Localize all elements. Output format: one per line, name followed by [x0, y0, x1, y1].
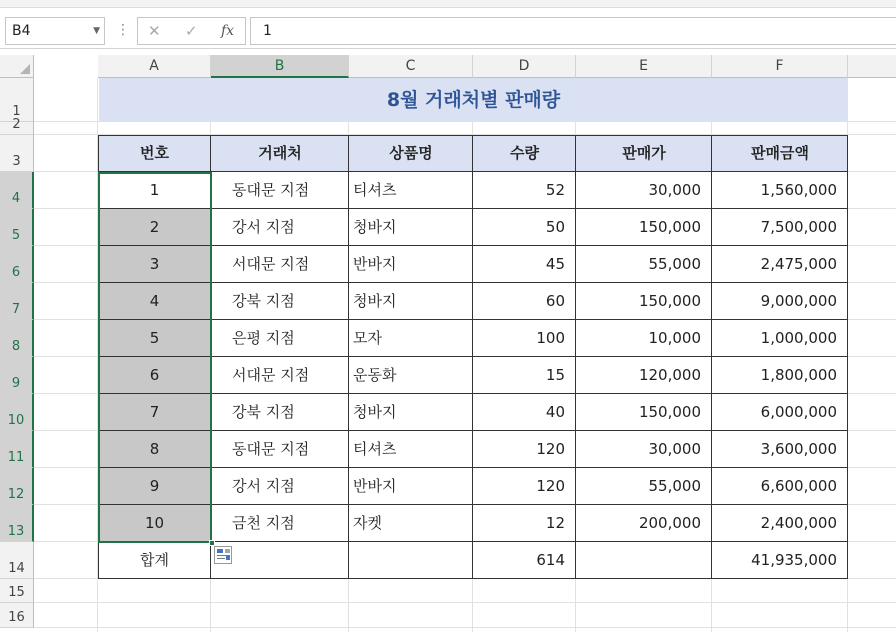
row-number: 10 — [7, 413, 25, 428]
row-number: 15 — [8, 585, 25, 600]
column-header-b[interactable]: B — [211, 55, 349, 78]
enter-icon[interactable]: ✓ — [185, 22, 198, 40]
table-border-vertical — [348, 135, 349, 579]
table-cell[interactable]: 1,560,000 — [760, 181, 837, 199]
row-number: 14 — [8, 561, 25, 576]
row-number: 2 — [12, 117, 21, 132]
row-number: 4 — [11, 191, 21, 206]
table-cell[interactable]: 강서 지점 — [232, 218, 295, 236]
row-header-1[interactable] — [0, 78, 34, 122]
column-header-e[interactable]: E — [576, 55, 712, 78]
table-cell[interactable]: 120 — [536, 477, 565, 495]
row-number: 7 — [11, 302, 21, 317]
table-cell[interactable]: 3 — [98, 246, 211, 283]
row-header-4[interactable] — [0, 172, 34, 209]
table-cell[interactable]: 서대문 지점 — [232, 366, 310, 384]
column-header-d[interactable]: D — [473, 55, 576, 78]
row-header-10[interactable] — [0, 394, 34, 431]
table-cell[interactable]: 30,000 — [648, 440, 701, 458]
name-box-value: B4 — [12, 23, 31, 39]
table-cell[interactable]: 2,400,000 — [760, 514, 837, 532]
chevron-down-icon[interactable]: ▼ — [93, 26, 100, 36]
table-cell[interactable]: 30,000 — [648, 181, 701, 199]
cancel-icon[interactable]: ✕ — [148, 22, 161, 40]
row-header-5[interactable] — [0, 209, 34, 246]
more-options-icon[interactable]: ⋮ — [116, 22, 130, 38]
table-cell[interactable]: 티셔츠 — [353, 440, 397, 458]
table-cell[interactable]: 동대문 지점 — [232, 181, 310, 199]
table-cell[interactable]: 금천 지점 — [232, 514, 295, 532]
row-number: 5 — [11, 228, 21, 243]
column-header-f[interactable]: F — [712, 55, 848, 78]
row-header-9[interactable] — [0, 357, 34, 394]
table-cell[interactable]: 9 — [98, 468, 211, 505]
row-header-15[interactable] — [0, 579, 34, 603]
gridline-horizontal — [34, 627, 896, 628]
row-number: 1 — [12, 104, 21, 119]
table-cell[interactable]: 강북 지점 — [232, 292, 295, 310]
table-cell[interactable]: 2 — [98, 209, 211, 246]
table-cell[interactable]: 1,000,000 — [760, 329, 837, 347]
table-header-cell[interactable]: 판매금액 — [712, 135, 848, 172]
row-header-13[interactable] — [0, 505, 34, 542]
table-header-cell[interactable]: 번호 — [98, 135, 211, 172]
table-cell[interactable]: 50 — [545, 218, 565, 236]
formula-input[interactable]: 1 — [250, 17, 896, 45]
row-header-16[interactable] — [0, 603, 34, 628]
table-cell[interactable]: 40 — [545, 403, 565, 421]
select-all-button[interactable] — [0, 55, 34, 78]
table-cell[interactable]: 100 — [536, 329, 565, 347]
table-cell[interactable]: 7,500,000 — [760, 218, 837, 236]
table-cell[interactable]: 200,000 — [638, 514, 701, 532]
table-cell[interactable]: 6,000,000 — [760, 403, 837, 421]
row-header-14[interactable] — [0, 542, 34, 579]
table-cell[interactable]: 티셔츠 — [353, 181, 397, 199]
table-cell[interactable]: 15 — [545, 366, 565, 384]
table-border-horizontal — [98, 578, 848, 579]
table-cell[interactable]: 서대문 지점 — [232, 255, 310, 273]
table-cell[interactable]: 7 — [98, 394, 211, 431]
insert-function-icon[interactable]: fx — [221, 23, 235, 39]
table-border-vertical — [575, 135, 576, 579]
table-header-cell[interactable]: 수량 — [473, 135, 576, 172]
sheet-title[interactable]: 8월 거래처별 판매량 — [99, 78, 848, 122]
table-cell[interactable]: 운동화 — [353, 366, 397, 384]
table-cell[interactable]: 52 — [545, 181, 565, 199]
column-header-c[interactable]: C — [349, 55, 473, 78]
table-cell[interactable]: 150,000 — [638, 403, 701, 421]
table-cell[interactable]: 은평 지점 — [232, 329, 295, 347]
total-label[interactable]: 합계 — [140, 551, 169, 569]
table-cell[interactable]: 45 — [545, 255, 565, 273]
table-cell[interactable]: 강서 지점 — [232, 477, 295, 495]
selection-border — [98, 172, 212, 543]
row-number: 16 — [8, 610, 25, 625]
icon-part — [225, 549, 230, 553]
row-header-8[interactable] — [0, 320, 34, 357]
row-number: 13 — [7, 524, 25, 539]
table-cell[interactable]: 자켓 — [353, 514, 382, 532]
row-header-3[interactable] — [0, 135, 34, 172]
row-number: 9 — [11, 376, 21, 391]
row-number: 8 — [11, 339, 21, 354]
table-header-cell[interactable]: 상품명 — [349, 135, 473, 172]
row-number: 6 — [11, 265, 21, 280]
name-box[interactable] — [5, 17, 105, 45]
table-cell[interactable]: 150,000 — [638, 218, 701, 236]
icon-part — [217, 558, 225, 559]
table-cell[interactable]: 청바지 — [353, 403, 397, 421]
table-cell[interactable]: 1,800,000 — [760, 366, 837, 384]
table-cell[interactable]: 55,000 — [648, 477, 701, 495]
row-number: 11 — [7, 450, 25, 465]
table-cell[interactable]: 12 — [545, 514, 565, 532]
gridline-horizontal — [34, 602, 896, 603]
table-cell[interactable]: 9,000,000 — [760, 292, 837, 310]
table-cell[interactable]: 10,000 — [648, 329, 701, 347]
formula-buttons — [137, 17, 246, 45]
quick-analysis-icon[interactable] — [214, 546, 232, 564]
total-quantity[interactable]: 614 — [536, 551, 565, 569]
row-header-2[interactable] — [0, 117, 34, 135]
table-header-cell[interactable]: 판매가 — [576, 135, 712, 172]
table-cell[interactable]: 10 — [98, 505, 211, 542]
icon-part — [217, 549, 223, 553]
table-border-vertical — [847, 135, 848, 579]
table-cell[interactable]: 55,000 — [648, 255, 701, 273]
table-cell[interactable]: 강북 지점 — [232, 403, 295, 421]
row-header-6[interactable] — [0, 246, 34, 283]
table-cell[interactable]: 반바지 — [353, 255, 397, 273]
table-cell[interactable]: 모자 — [353, 329, 382, 347]
icon-part — [226, 556, 230, 560]
table-cell[interactable]: 청바지 — [353, 218, 397, 236]
table-cell[interactable]: 동대문 지점 — [232, 440, 310, 458]
table-cell[interactable]: 5 — [98, 320, 211, 357]
row-number: 3 — [12, 154, 21, 169]
table-border-vertical — [472, 135, 473, 579]
table-cell[interactable]: 8 — [98, 431, 211, 468]
table-cell[interactable]: 1 — [149, 181, 160, 199]
table-cell[interactable]: 2,475,000 — [760, 255, 837, 273]
ribbon-group-labels — [0, 0, 896, 8]
table-header-cell[interactable]: 거래처 — [211, 135, 349, 172]
table-cell[interactable]: 청바지 — [353, 292, 397, 310]
column-header-a[interactable]: A — [98, 55, 211, 78]
table-cell[interactable]: 120 — [536, 440, 565, 458]
table-cell[interactable]: 3,600,000 — [760, 440, 837, 458]
total-amount[interactable]: 41,935,000 — [751, 551, 837, 569]
row-header-11[interactable] — [0, 431, 34, 468]
table-border-horizontal — [98, 135, 848, 136]
table-border-vertical — [711, 135, 712, 579]
table-cell[interactable]: 60 — [545, 292, 565, 310]
table-cell[interactable]: 6,600,000 — [760, 477, 837, 495]
table-cell[interactable]: 150,000 — [638, 292, 701, 310]
row-number: 12 — [7, 487, 25, 502]
row-header-12[interactable] — [0, 468, 34, 505]
column-header-filler — [848, 55, 896, 78]
table-cell[interactable]: 120,000 — [638, 366, 701, 384]
table-cell[interactable]: 6 — [98, 357, 211, 394]
table-cell[interactable]: 반바지 — [353, 477, 397, 495]
row-header-7[interactable] — [0, 283, 34, 320]
table-cell[interactable]: 4 — [98, 283, 211, 320]
